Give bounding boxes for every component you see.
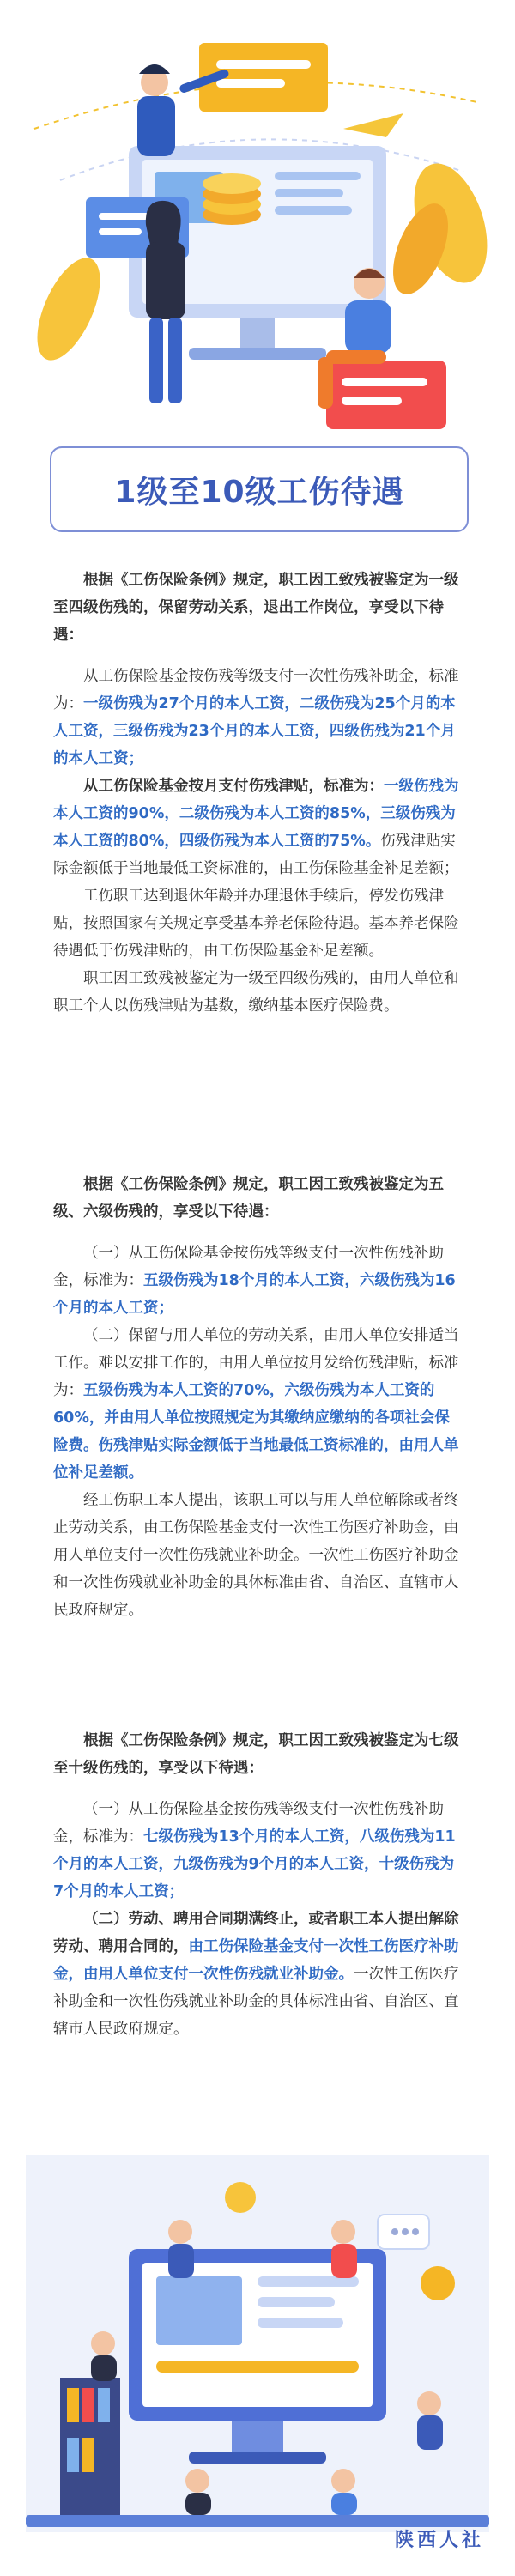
title-banner bbox=[50, 446, 469, 532]
paragraph: （一）从工伤保险基金按伤残等级支付一次性伤残补助金，标准为：七级伤残为13个月的本人工资，八级伤残为11个月的本人工资，九级伤残为9个月的本人工资，十级伤残为7个月的本人工资； bbox=[53, 1801, 456, 1900]
paragraph: （一）从工伤保险基金按伤残等级支付一次性伤残补助金，标准为：五级伤残为18个月的本人工资，六级伤残为16个月的本人工资； bbox=[53, 1245, 456, 1317]
paragraph: 工伤职工达到退休年龄并办理退休手续后，停发伤残津贴，按照国家有关规定享受基本养老保险待遇。基本养老保险待遇低于伤残津贴的，由工伤保险基金补足差额。 bbox=[53, 888, 459, 960]
section-level-1-4 bbox=[53, 567, 464, 1020]
section-lead: 根据《工伤保险条例》规定，职工因工致残被鉴定为五级、六级伤残的，享受以下待遇： bbox=[53, 1176, 444, 1221]
paragraph: 从工伤保险基金按伤残等级支付一次性伤残补助金，标准为：一级伤残为27个月的本人工资，二级伤残为25个月的本人工资，三级伤残为23个月的本人工资，四级伤残为21个月的本人工资； bbox=[53, 668, 459, 767]
brand-signature: 陕西人社 bbox=[394, 2530, 484, 2551]
section-lead: 根据《工伤保险条例》规定，职工因工致残被鉴定为七级至十级伤残的，享受以下待遇： bbox=[53, 1732, 459, 1777]
page-title: 1级至10级工伤待遇 bbox=[114, 474, 404, 510]
paragraph: 经工伤职工本人提出，该职工可以与用人单位解除或者终止劳动关系，由工伤保险基金支付一次性工伤医疗补助金，由用人单位支付一次性伤残就业补助金。一次性工伤医疗补助金和一次性伤残就业补助金的具体标准由省、自治区、直辖市人民政府规定。 bbox=[53, 1492, 459, 1619]
paragraph: （二）保留与用人单位的劳动关系，由用人单位安排适当工作。难以安排工作的，由用人单位按月发给伤残津贴，标准为：五级伤残为本人工资的70%，六级伤残为本人工资的60%，并由用人单位按照规定为其缴纳应缴纳的各项社会保险费。伤残津贴实际金额低于当地最低工资标准的，由用人单位补足差额。 bbox=[53, 1327, 459, 1482]
section-level-7-10 bbox=[53, 1727, 464, 2043]
paragraph: （二）劳动、聘用合同期满终止，或者职工本人提出解除劳动、聘用合同的，由工伤保险基金支付一次性工伤医疗补助金，由用人单位支付一次性伤残就业补助金。一次性工伤医疗补助金和一次性伤残就业补助金的具体标准由省、自治区、直辖市人民政府规定。 bbox=[53, 1911, 459, 2038]
section-level-5-6 bbox=[53, 1171, 464, 1624]
footer-illustration bbox=[0, 2137, 515, 2576]
paragraph: 从工伤保险基金按月支付伤残津贴，标准为：一级伤残为本人工资的90%，二级伤残为本人工资的85%，三级伤残为本人工资的80%，四级伤残为本人工资的75%。伤残津贴实际金额低于当地最低工资标准的，由工伤保险基金补足差额； bbox=[53, 778, 459, 877]
hero-illustration bbox=[0, 0, 515, 446]
section-lead: 根据《工伤保险条例》规定，职工因工致残被鉴定为一级至四级伤残的，保留劳动关系，退出工作岗位，享受以下待遇： bbox=[53, 572, 459, 644]
paragraph: 职工因工致残被鉴定为一级至四级伤残的，由用人单位和职工个人以伤残津贴为基数，缴纳基本医疗保险费。 bbox=[53, 970, 459, 1015]
